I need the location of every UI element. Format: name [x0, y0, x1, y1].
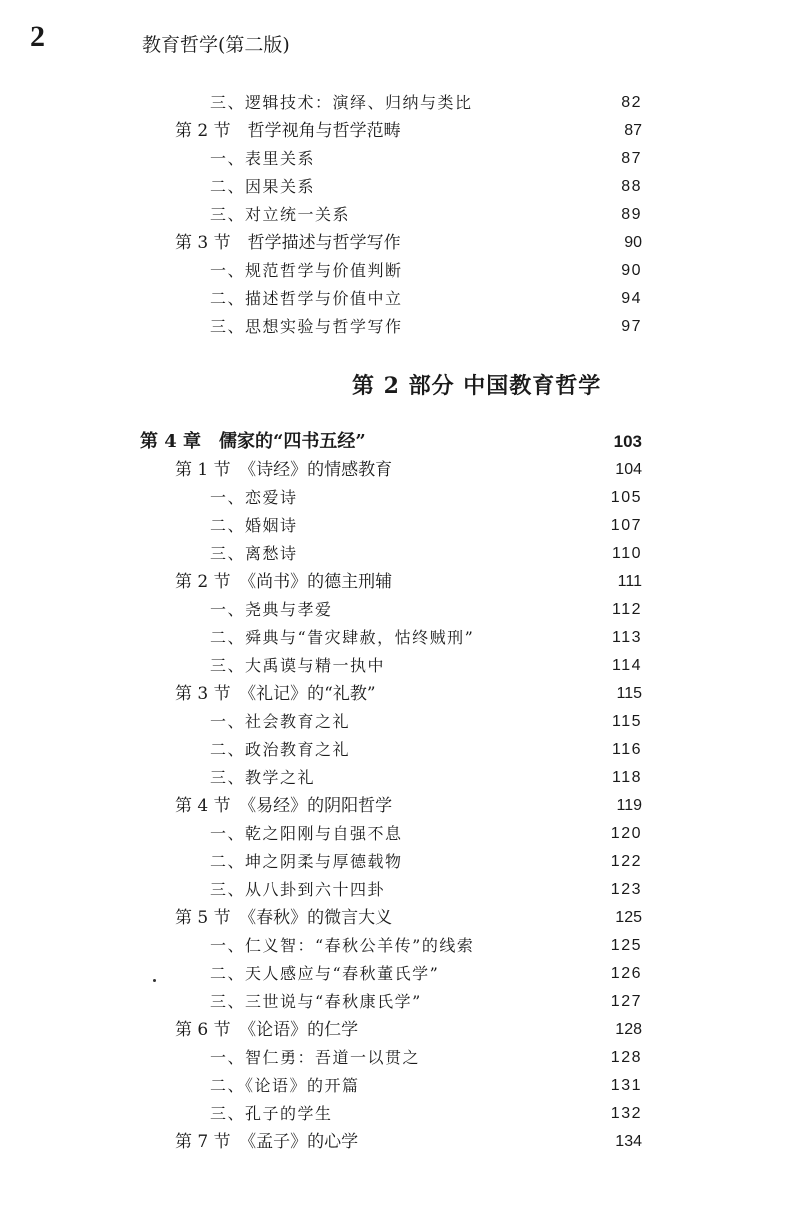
toc-entry-title: 一、智仁勇：吾道一以贯之	[210, 1048, 421, 1067]
toc-entry-title: 二、《论语》的开篇	[210, 1076, 360, 1095]
toc-entry	[175, 1016, 642, 1044]
toc-entry-page: 113	[611, 629, 642, 646]
toc-entry-page: 90	[624, 234, 642, 251]
toc-entry-title: 三、离愁诗	[210, 544, 298, 563]
toc-entry-title: 三、孔子的学生	[210, 1104, 333, 1123]
toc-entry	[175, 117, 642, 145]
toc-entry	[210, 596, 642, 624]
toc-entry-page: 127	[610, 993, 642, 1010]
toc-entry-page: 89	[621, 206, 642, 223]
toc-entry-title: 三、逻辑技术：演绎、归纳与类比	[210, 93, 473, 112]
toc-entry	[210, 848, 642, 876]
toc-entry-page: 128	[615, 1021, 642, 1038]
scan-speck	[153, 979, 156, 982]
running-head: 教育哲学(第二版)	[142, 34, 290, 56]
toc-entry-page: 94	[621, 290, 642, 307]
toc-entry-page: 122	[610, 853, 642, 870]
toc-entry-title: 一、社会教育之礼	[210, 712, 351, 731]
toc-entry-page: 118	[611, 769, 642, 786]
toc-entry-page: 111	[617, 573, 642, 590]
toc-entry-title: 一、尧典与孝爱	[210, 600, 333, 619]
toc-entry	[210, 285, 642, 313]
toc-entry-title: 二、政治教育之礼	[210, 740, 351, 759]
toc-entry-page: 126	[610, 965, 642, 982]
toc-entry	[175, 1128, 642, 1156]
toc-entry-page: 120	[610, 825, 642, 842]
toc-entry-title: 第 1 节 《诗经》的情感教育	[175, 460, 393, 480]
toc-entry-title: 二、描述哲学与价值中立	[210, 289, 403, 308]
toc-entry-page: 128	[610, 1049, 642, 1066]
toc-entry-title: 第 7 节 《孟子》的心学	[175, 1132, 359, 1152]
toc-entry-page: 125	[615, 909, 642, 926]
toc-entry-page: 88	[621, 178, 642, 195]
toc-chapter-entry	[140, 428, 642, 456]
toc-entry-page: 114	[611, 657, 642, 674]
toc-entry	[210, 313, 642, 341]
toc-entry-title: 第 3 节 哲学描述与哲学写作	[175, 233, 401, 253]
toc-entry-page: 115	[616, 685, 642, 702]
toc-entry	[210, 820, 642, 848]
toc-entry-title: 第 2 节 《尚书》的德主刑辅	[175, 572, 393, 592]
toc-entry-title: 三、大禹谟与精一执中	[210, 656, 386, 675]
toc-entry-page: 134	[615, 1133, 642, 1150]
toc-entry	[210, 173, 642, 201]
toc-entry-page: 107	[610, 517, 642, 534]
toc-entry	[210, 201, 642, 229]
toc-entry-title: 一、规范哲学与价值判断	[210, 261, 403, 280]
toc-entry-title: 一、乾之阳刚与自强不息	[210, 824, 403, 843]
toc-entry	[210, 145, 642, 173]
toc-entry	[210, 624, 642, 652]
part-heading: 第 2 部分 中国教育哲学	[352, 373, 602, 399]
toc-entry	[210, 932, 642, 960]
toc-entry	[210, 708, 642, 736]
toc-entry-title: 二、婚姻诗	[210, 516, 298, 535]
toc-entry-title: 第 6 节 《论语》的仁学	[175, 1020, 359, 1040]
toc-entry-title: 第 3 节 《礼记》的“礼教”	[175, 684, 376, 704]
toc-entry-title: 一、仁义智：“春秋公羊传”的线索	[210, 936, 475, 955]
toc-entry-page: 82	[621, 94, 642, 111]
toc-entry-title: 一、恋爱诗	[210, 488, 298, 507]
toc-entry-page: 112	[611, 601, 642, 618]
toc-entry	[210, 484, 642, 512]
toc-entry-page: 116	[611, 741, 642, 758]
toc-entry-title: 一、表里关系	[210, 149, 316, 168]
toc-entry	[175, 904, 642, 932]
toc-entry-title: 第 4 章 儒家的“四书五经”	[140, 431, 366, 452]
toc-entry	[210, 540, 642, 568]
toc-entry-title: 三、从八卦到六十四卦	[210, 880, 386, 899]
toc-entry-title: 第 2 节 哲学视角与哲学范畴	[175, 121, 401, 141]
toc-entry-page: 103	[613, 432, 642, 451]
toc-entry-page: 105	[610, 489, 642, 506]
toc-entry	[210, 1072, 642, 1100]
toc-entry-page: 115	[611, 713, 642, 730]
toc-entry-page: 123	[610, 881, 642, 898]
toc-entry-page: 125	[610, 937, 642, 954]
toc-entry-title: 第 4 节 《易经》的阴阳哲学	[175, 796, 393, 816]
toc-entry-page: 87	[624, 122, 642, 139]
toc-entry-page: 131	[610, 1077, 642, 1094]
toc-entry	[210, 1044, 642, 1072]
toc-entry-title: 三、教学之礼	[210, 768, 316, 787]
toc-entry	[210, 1100, 642, 1128]
toc-entry	[175, 680, 642, 708]
page-number: 2	[30, 20, 45, 53]
toc-entry-title: 二、天人感应与“春秋董氏学”	[210, 964, 440, 983]
toc-entry	[210, 876, 642, 904]
toc-entry-page: 132	[610, 1105, 642, 1122]
toc-entry-page: 110	[611, 545, 642, 562]
toc-entry-title: 第 5 节 《春秋》的微言大义	[175, 908, 393, 928]
toc-entry	[210, 960, 642, 988]
toc-entry	[210, 736, 642, 764]
toc-entry-page: 104	[615, 461, 642, 478]
toc-entry-title: 三、对立统一关系	[210, 205, 351, 224]
toc-entry	[210, 257, 642, 285]
toc-entry-page: 90	[621, 262, 642, 279]
toc-entry-title: 三、思想实验与哲学写作	[210, 317, 403, 336]
toc-entry	[175, 229, 642, 257]
toc-entry	[210, 988, 642, 1016]
toc-entry-title: 二、因果关系	[210, 177, 316, 196]
toc-entry-page: 119	[616, 797, 642, 814]
toc-entry-title: 二、舜典与“眚灾肆赦，怙终贼刑”	[210, 628, 475, 647]
toc-entry	[210, 764, 642, 792]
toc-entry	[175, 792, 642, 820]
toc-entry-title: 三、三世说与“春秋康氏学”	[210, 992, 422, 1011]
toc-entry	[210, 89, 642, 117]
toc-entry	[210, 652, 642, 680]
toc-entry	[210, 512, 642, 540]
toc-entry-title: 二、坤之阴柔与厚德载物	[210, 852, 403, 871]
toc-entry	[175, 456, 642, 484]
toc-entry-page: 97	[621, 318, 642, 335]
toc-entry-page: 87	[621, 150, 642, 167]
toc-entry	[175, 568, 642, 596]
